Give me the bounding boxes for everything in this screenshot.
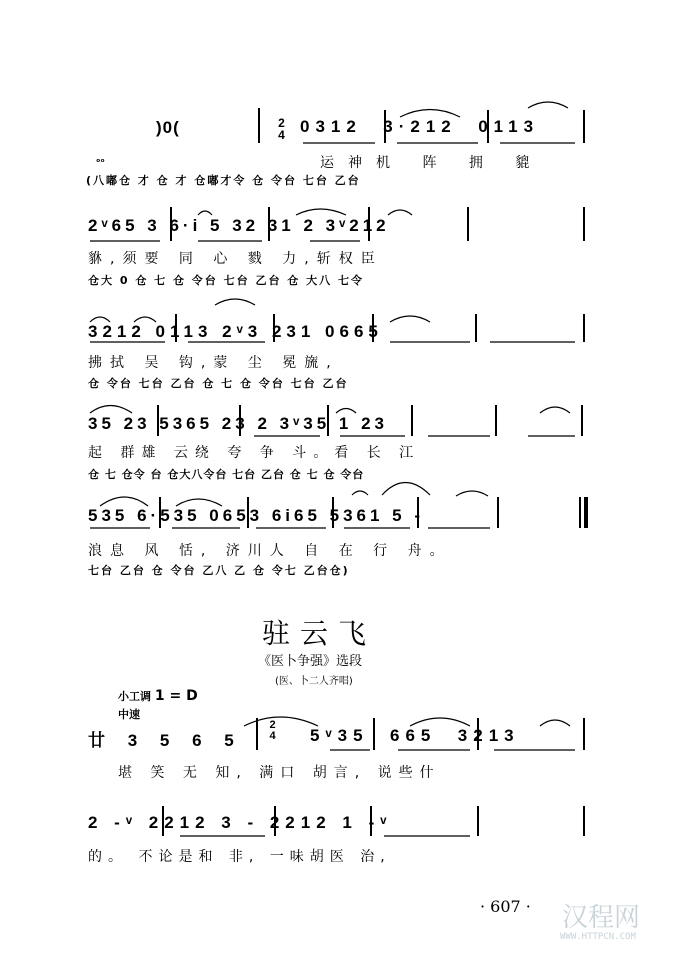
notation-row-2: 2ᵛ65 3 6·i 5 32 31 2 3ᵛ212 <box>88 216 390 235</box>
page-number: · 607 · <box>480 897 531 916</box>
time-signature-2: 2 4 <box>269 719 277 742</box>
notation-row-6: 廿 3 5 6 5 <box>88 731 243 750</box>
percussion-row-3: 仓 令台 七台 乙台 仓 七 仓 令台 七台 乙台 <box>88 377 349 390</box>
notation-row-6-measures: 5ᵛ35 665 3213 <box>310 726 520 745</box>
notation-row-5: 535 6·535 0653 6i65 5361 5 - <box>88 506 425 525</box>
lyrics-row-2: 貅,须要 同 心 戮 力,斩权臣 <box>88 251 383 267</box>
percussion-row-5: 七台 乙台 仓 令台 乙八 乙 仓 令七 乙台仓) <box>88 564 350 577</box>
performance-note: (医、卜二人齐唱) <box>275 676 353 687</box>
notation-row-1: )0( 2 4 <box>156 117 292 141</box>
lyrics-row-6: 堪 笑 无 知, 满口 胡言, 说些什 <box>118 765 441 781</box>
lyrics-row-7: 的。 不论是和 非, 一味胡医 治, <box>88 849 391 865</box>
grace-marks: ᵒᵒ <box>96 158 105 168</box>
watermark-logo: 汉程网 <box>562 903 641 933</box>
lyrics-row-4: 起 群雄 云绕 夸 争 斗。看 长 江 <box>88 445 421 461</box>
key-signature: 小工调 1 = D <box>118 688 198 704</box>
time-signature: 2 4 <box>278 116 286 142</box>
lyrics-row-3: 拂拭 吴 钩,蒙 尘 冕旒, <box>88 355 339 371</box>
notation-row-3: 3212 0113 2ᵛ3 231 0665 <box>88 322 383 341</box>
percussion-row-2: 仓大 0 仓 七 仓 令台 七台 乙台 仓 大八 七令 <box>88 274 364 287</box>
percussion-row-1: (八嘟仓 才 仓 才 仓嘟才令 仓 令台 七台 乙台 <box>86 174 361 187</box>
lyrics-row-5: 浪息 风 恬, 济川人 自 在 行 舟。 <box>88 543 452 559</box>
notation-row-4: 35 23 5365 23 2 3ᵛ35 1 23 <box>88 414 388 433</box>
tempo-marking: 中速 <box>118 708 140 721</box>
piece-title: 驻云飞 <box>262 617 377 650</box>
piece-subtitle: 《医卜争强》选段 <box>258 654 363 669</box>
notation-row-7: 2 -ᵛ 2212 3 - 2212 1 -ᵛ <box>88 813 393 832</box>
percussion-row-4: 仓 七 仓令 台 仓大八令台 七台 乙台 仓 七 仓 令台 <box>88 468 365 481</box>
watermark-url: WWW.HTTPCN.COM <box>560 932 636 942</box>
lyrics-row-1: 运神机 阵 拥 貔 <box>320 155 544 171</box>
notation-row-1-measures: 0312 3·212 0113 <box>300 117 540 136</box>
